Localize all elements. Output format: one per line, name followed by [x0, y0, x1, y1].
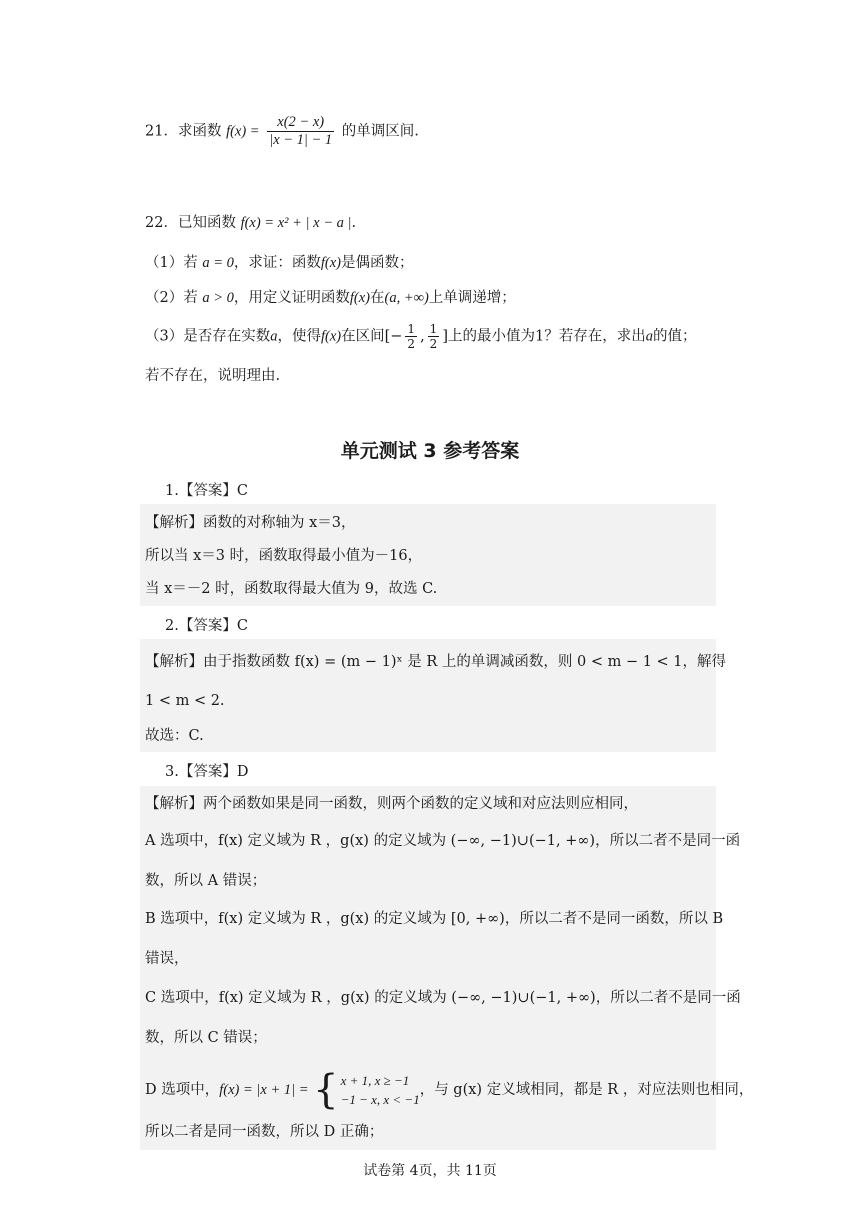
answer-3-option-d	[145, 1067, 754, 1113]
q21-prefix: 21．求函数	[145, 123, 222, 140]
brace-glyph: {	[313, 1067, 339, 1113]
answer-2-line-1: 【解析】由于指数函数 f(x) = (m − 1)ˣ 是 R 上的单调减函数，则 0 < m − 1 < 1，解得	[145, 654, 727, 670]
option-d-prefix: D 选项中，	[145, 1082, 220, 1098]
q22-p3-frac1-num: 1	[407, 322, 416, 336]
question-22-part-3	[145, 322, 696, 351]
case-1: x + 1, x ≥ −1	[340, 1073, 410, 1088]
section-title: 单元测试 3 参考答案	[340, 440, 520, 462]
q21-func-lhs: f(x) =	[226, 123, 260, 140]
q21-fraction	[267, 114, 334, 149]
q22-p3-close: ]	[442, 328, 448, 345]
q22-p2-mid: ，用定义证明函数	[233, 290, 350, 306]
q22-p3-func: f(x)	[320, 328, 342, 345]
option-d-suffix: ，与 g(x) 定义域相同，都是 R ，对应法则也相同，	[419, 1082, 754, 1098]
q22-intro-suffix: .	[351, 215, 357, 231]
q22-p3-var2: a	[645, 328, 653, 345]
answer-3-line-9: 所以二者是同一函数，所以 D 正确；	[145, 1124, 384, 1140]
question-22-intro	[145, 213, 356, 233]
q22-intro-formula: f(x) = x² + | x − a |	[240, 215, 352, 231]
q22-p2-cond: a > 0	[202, 290, 234, 306]
q22-p3-suffix: 的值；	[652, 328, 697, 345]
answer-3-line-1: 【解析】两个函数如果是同一函数，则两个函数的定义域和对应法则应相同，	[145, 796, 638, 812]
q22-p1-mid: ，求证：函数	[233, 255, 321, 271]
answer-2-line-3: 故选：C.	[145, 728, 204, 744]
answer-1-line-2: 所以当 x＝3 时，函数取得最小值为－16，	[145, 548, 423, 564]
piecewise-cases	[341, 1071, 420, 1109]
q22-p1-suffix: 是偶函数；	[341, 255, 414, 271]
q22-p2-interval: (a, +∞)	[384, 290, 429, 306]
answer-1-explanation	[140, 504, 716, 606]
answer-2-explanation	[140, 639, 727, 752]
q22-p2-suffix: 上单调递增；	[428, 290, 516, 306]
answer-3-line-2: A 选项中，f(x) 定义域为 R ，g(x) 的定义域为 (−∞, −1)∪(−1, +∞)，所以二者不是同一函	[145, 833, 741, 849]
case-2: −1 − x, x < −1	[340, 1092, 420, 1107]
q22-intro-prefix: 22．已知函数	[145, 215, 236, 231]
q21-suffix: 的单调区间.	[341, 123, 419, 140]
answer-3-explanation	[140, 786, 754, 1150]
answer-2-label: 2.【答案】C	[165, 618, 248, 634]
q22-p3-mid: ，使得	[277, 328, 321, 345]
question-21	[145, 114, 419, 149]
q22-p1-func: f(x)	[320, 255, 342, 271]
q22-p1-prefix: （1）若	[145, 255, 198, 271]
answer-3-line-3: 数，所以 A 错误；	[145, 873, 267, 889]
q22-p3-frac1-den: 2	[407, 337, 416, 351]
q22-p3-frac2-den: 2	[429, 337, 438, 351]
q22-p3-frac2	[428, 322, 440, 351]
answer-1-label: 1.【答案】C	[165, 483, 248, 499]
q22-p3-frac1	[405, 322, 417, 351]
answer-3-line-5: 错误，	[145, 951, 189, 967]
answer-3-line-4: B 选项中，f(x) 定义域为 R ，g(x) 的定义域为 [0, +∞)，所以二者不是同一函数，所以 B	[145, 911, 724, 927]
q21-numerator: x(2 − x)	[277, 114, 325, 130]
q22-p2-mid2: 在	[370, 290, 385, 306]
q22-p3-open: [−	[384, 328, 403, 345]
piecewise-brace	[313, 1067, 420, 1113]
q22-p2-prefix: （2）若	[145, 290, 198, 306]
q22-p2-func: f(x)	[349, 290, 371, 306]
question-22-part-2	[145, 288, 516, 308]
answer-2-line-2: 1 < m < 2.	[145, 693, 225, 709]
answer-3-line-6: C 选项中，f(x) 定义域为 R ，g(x) 的定义域为 (−∞, −1)∪(−1, +∞)，所以二者不是同一函	[145, 990, 741, 1006]
option-d-formula: f(x) = |x + 1| =	[219, 1082, 309, 1098]
q21-denominator: |x − 1| − 1	[269, 132, 333, 148]
answer-1-line-1: 【解析】函数的对称轴为 x＝3，	[145, 515, 356, 531]
q22-p3-var: a	[270, 328, 278, 345]
answer-1-line-3: 当 x＝－2 时，函数取得最大值为 9，故选 C.	[145, 581, 438, 597]
q22-p3-comma: ,	[420, 328, 425, 345]
q22-p3-mid3: 上的最小值为1？若存在，求出	[447, 328, 646, 345]
question-22-part-3-line-2: 若不存在，说明理由.	[145, 368, 281, 384]
question-22-part-1	[145, 253, 414, 273]
answer-3-line-7: 数，所以 C 错误；	[145, 1030, 267, 1046]
page-footer: 试卷第 4页，共 11页	[363, 1163, 497, 1179]
answer-3-label: 3.【答案】D	[165, 764, 249, 780]
q22-p1-cond: a = 0	[202, 255, 234, 271]
q22-p3-frac2-num: 1	[429, 322, 438, 336]
q22-p3-prefix: （3）是否存在实数	[145, 328, 271, 345]
q22-p3-mid2: 在区间	[341, 328, 385, 345]
